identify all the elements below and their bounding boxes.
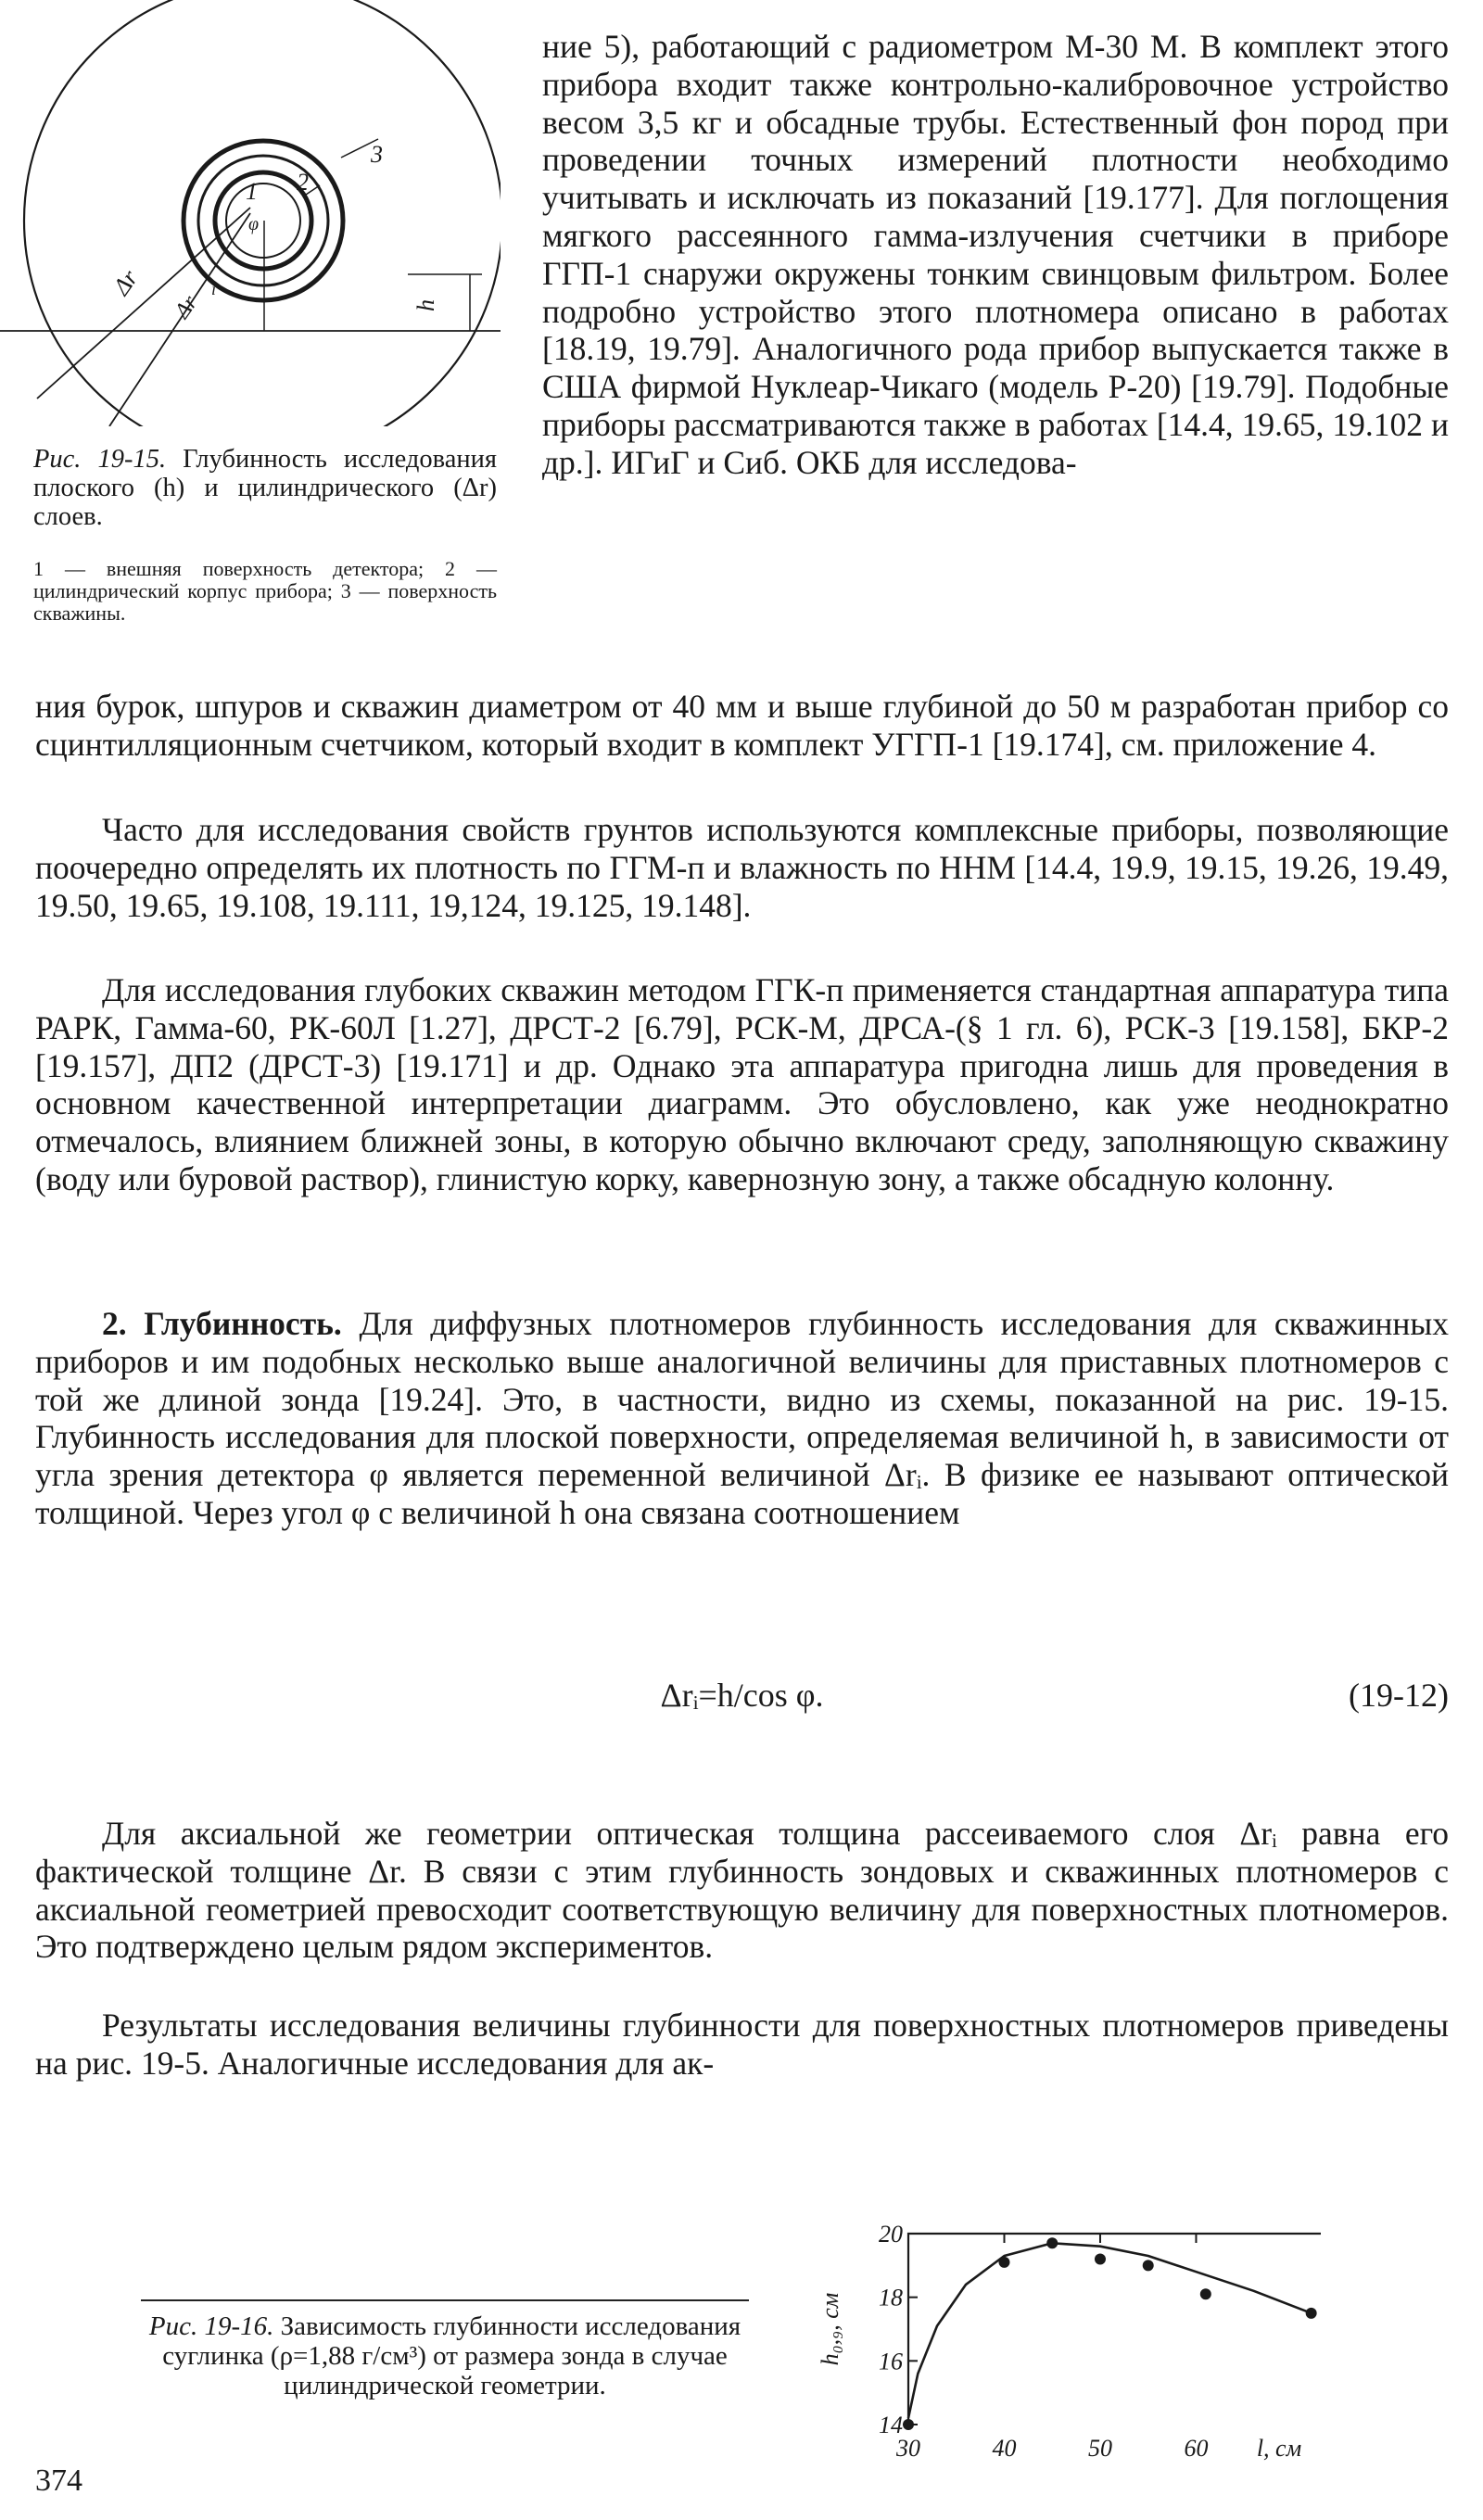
- figure-19-16-rule: [141, 2299, 749, 2301]
- figure-19-15-number: Рис. 19-15.: [33, 445, 167, 474]
- figure-19-16-caption: [141, 2311, 749, 2400]
- y-tick-label-20: 20: [879, 2221, 903, 2248]
- paragraph-deep-borehole-equipment: Для исследования глубоких скважин методом ГГК-п применяется стандартная аппаратура типа РАРК, Гамма-60, РК-60Л [1.27], ДРСТ-2 [6.79], РСК-М, ДРСА-(§ 1 гл. 6), РСК-3 [19.158], БКР-2 [19.157], ДП2 (ДРСТ-3) [19.171] и др. Однако эта аппаратура пригодна лишь для проведения в основном качественной интерпретации диаграмм. Это обусловлено, как уже неоднократно отмечалось, влиянием ближней зоны, в которую обычно включают среду, заполняющую скважину (воду или буровой раствор), глинистую корку, кавернозную зону, а также обсадную колонну.: [35, 971, 1449, 1197]
- fit-curve: [908, 2243, 1312, 2418]
- section-heading-depth: 2. Глубинность.: [102, 1305, 342, 1342]
- paragraph-axial-geometry: Для аксиальной же геометрии оптическая толщина рассеиваемого слоя Δrᵢ равна его фактической толщине Δr. В связи с этим глубинность зондовых и скважинных плотномеров с аксиальной геометрией превосходит соответствующую величину для поверхностных плотномеров. Это подтверждено целым рядом экспериментов.: [35, 1815, 1449, 1966]
- figure-19-15-legend: 1 — внешняя поверхность детектора; 2 — цилиндрический корпус прибора; 3 — поверхность скважины.: [33, 557, 497, 625]
- data-point-3: [1095, 2253, 1106, 2264]
- chart-curve: [908, 2243, 1312, 2418]
- figure-19-15-drawing: [0, 0, 501, 426]
- paragraph-device-description: ние 5), работающий с радиометром М-30 М. В комплект этого прибора входит также контрольно-калибровочное устройство весом 3,5 кг и обсадные трубы. Естественный фон пород при проведении точных измерений плотности необходимо учитывать и исключать из показаний [19.177]. Для поглощения мягкого рассеянного гамма-излучения счетчики в приборе ГГП-1 снаружи окружены тонким свинцовым фильтром. Более подробно устройство этого плотномера описано в работах [18.19, 19.79]. Аналогичного рода прибор выпускается также в США фирмой Нуклеар-Чикаго (модель Р-20) [19.79]. Подобные приборы рассматриваются также в работах [14.4, 19.65, 19.102 и др.]. ИГиГ и Сиб. ОКБ для исследова-: [542, 28, 1449, 481]
- chart-points: [903, 2237, 1317, 2430]
- x-tick-label-30: 30: [896, 2435, 920, 2462]
- paragraph-results: Результаты исследования величины глубинности для поверхностных плотномеров приведены на рис. 19-5. Аналогичные исследования для ак-: [35, 2007, 1449, 2082]
- label-2: 2: [297, 169, 309, 196]
- radial-line-upper: [37, 208, 250, 399]
- x-tick-label-40: 40: [992, 2435, 1017, 2462]
- borehole-surface-circle: [24, 0, 501, 426]
- x-tick-label-50: 50: [1087, 2435, 1112, 2462]
- radial-line-lower: [109, 213, 250, 426]
- label-delta-r-i: Δr: [170, 291, 203, 323]
- chart-frame: [908, 2234, 1321, 2425]
- figure-19-15-caption-text: Глубинность исследования плоского (h) и цилиндрического (Δr) слоев.: [33, 445, 497, 531]
- label-1: 1: [246, 178, 258, 205]
- paragraph-device-description-continued: ния бурок, шпуров и скважин диаметром от 40 мм и выше глубиной до 50 м разработан прибор со сцинтилляционным счетчиком, который входит в комплект УГГП-1 [19.174], см. приложение 4.: [35, 688, 1449, 763]
- chart-axes: [908, 2234, 1321, 2425]
- figure-19-15: [0, 0, 501, 426]
- y-tick-label-14: 14: [879, 2412, 903, 2438]
- paragraph-depth-body: Для диффузных плотномеров глубинность исследования для скважинных приборов и им подобных несколько выше аналогичной величины для приставных плотномеров с той же длиной зонда [19.24]. Это, в частности, видно из схемы, показанной на рис. 19-15. Глубинность исследования для плоской поверхности, определяемая величиной h, в зависимости от угла зрения детектора φ является переменной величиной Δrᵢ. В физике ее называют оптической толщиной. Через угол φ с величиной h она связана соотношением: [35, 1305, 1449, 1531]
- page-number: 374: [35, 2463, 82, 2498]
- x-axis-label: l, см: [1256, 2435, 1302, 2462]
- figure-19-16-caption-text: Зависимость глубинности исследования суглинка (ρ=1,88 г/см³) от размера зонда в случае цилиндрической геометрии.: [162, 2311, 742, 2400]
- data-point-2: [1046, 2237, 1058, 2248]
- label-h: h: [412, 299, 439, 311]
- chart-labels: [817, 2221, 1301, 2462]
- label-delta-r: Δr: [108, 265, 144, 300]
- label-i: i: [211, 280, 217, 298]
- data-point-5: [1200, 2288, 1211, 2299]
- figure-19-15-caption: [33, 445, 497, 531]
- chart-svg: [816, 2204, 1335, 2473]
- figure-19-16-chart: [816, 2204, 1335, 2473]
- chart-ticks: [908, 2234, 1196, 2425]
- y-tick-label-16: 16: [879, 2348, 903, 2375]
- formula-19-12: [35, 1676, 1449, 1722]
- paragraph-depth-of-investigation: [35, 1305, 1449, 1532]
- data-point-1: [998, 2257, 1009, 2268]
- formula-expression: Δrᵢ=h/cos φ.: [660, 1677, 824, 1714]
- device-housing-inner: [198, 156, 328, 285]
- label-phi: φ: [248, 214, 260, 234]
- data-point-0: [903, 2419, 914, 2430]
- data-point-6: [1306, 2308, 1317, 2319]
- detector-core-circle: [226, 184, 300, 258]
- formula-number: (19-12): [1349, 1677, 1449, 1714]
- y-tick-label-18: 18: [879, 2284, 903, 2311]
- data-point-4: [1143, 2260, 1154, 2271]
- y-axis-label: h₀,₉, см: [817, 2292, 843, 2366]
- label-3: 3: [371, 141, 383, 168]
- paragraph-combined-instruments: Часто для исследования свойств грунтов используются комплексные приборы, позволяющие поочередно определять их плотность по ГГМ-п и влажность по ННМ [14.4, 19.9, 19.15, 19.26, 19.49, 19.50, 19.65, 19.108, 19.111, 19,124, 19.125, 19.148].: [35, 811, 1449, 924]
- figure-19-16-number: Рис. 19-16.: [148, 2311, 274, 2341]
- device-housing-outer: [184, 141, 343, 300]
- x-tick-label-60: 60: [1184, 2435, 1209, 2462]
